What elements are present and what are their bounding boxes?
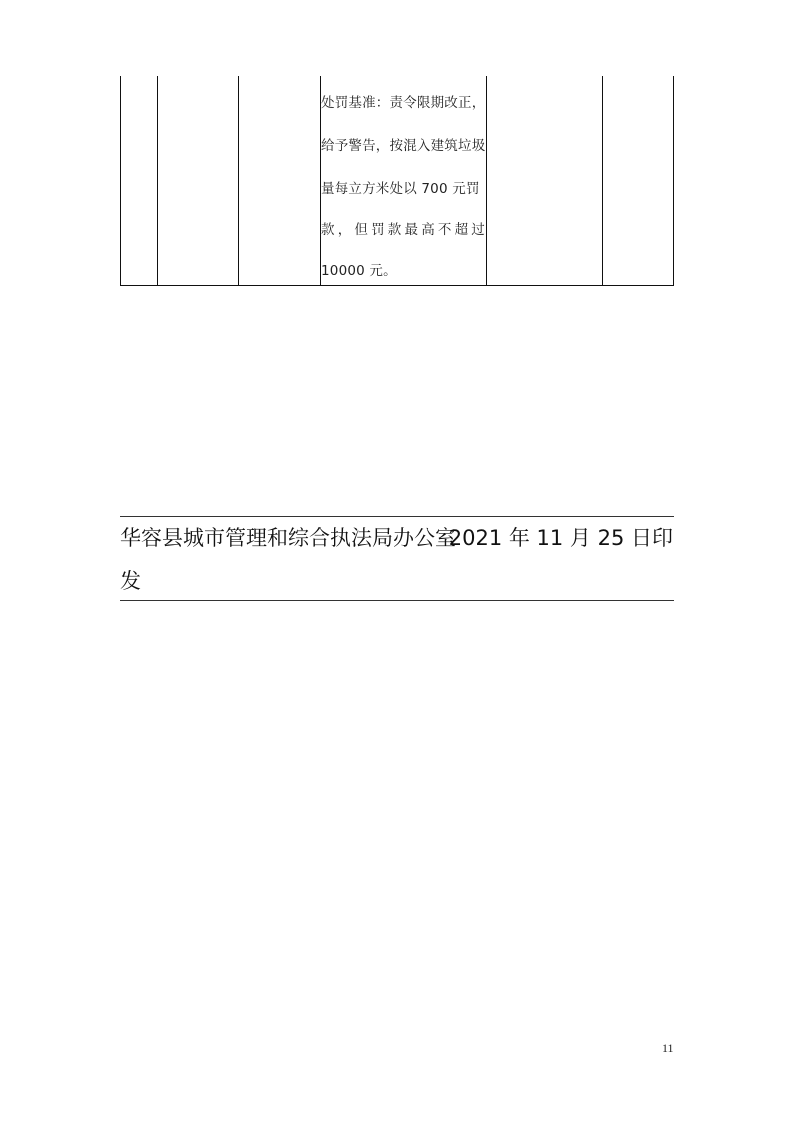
table-column-divider bbox=[157, 76, 158, 285]
issuing-office: 华容县城市管理和综合执法局办公室 bbox=[120, 526, 456, 550]
footer-bottom-rule bbox=[120, 600, 674, 601]
penalty-text-line: 处罚基准：责令限期改正， bbox=[321, 95, 486, 111]
penalty-text-line: 量每立方米处以 700 元罚 bbox=[321, 181, 480, 197]
table-column-divider bbox=[602, 76, 603, 285]
penalty-text-line: 给予警告，按混入建筑垃圾 bbox=[321, 138, 486, 154]
page-number: 11 bbox=[662, 1041, 674, 1055]
penalty-text-line: 款，但罚款最高不超过 bbox=[321, 222, 488, 238]
penalty-text-line: 10000 元。 bbox=[321, 263, 397, 279]
table-column-divider bbox=[238, 76, 239, 285]
footer-top-rule bbox=[120, 516, 674, 517]
issue-date-wrap: 发 bbox=[120, 569, 141, 593]
penalty-table-fragment bbox=[120, 76, 674, 286]
issue-date: 2021 年 11 月 25 日印 bbox=[448, 526, 673, 550]
